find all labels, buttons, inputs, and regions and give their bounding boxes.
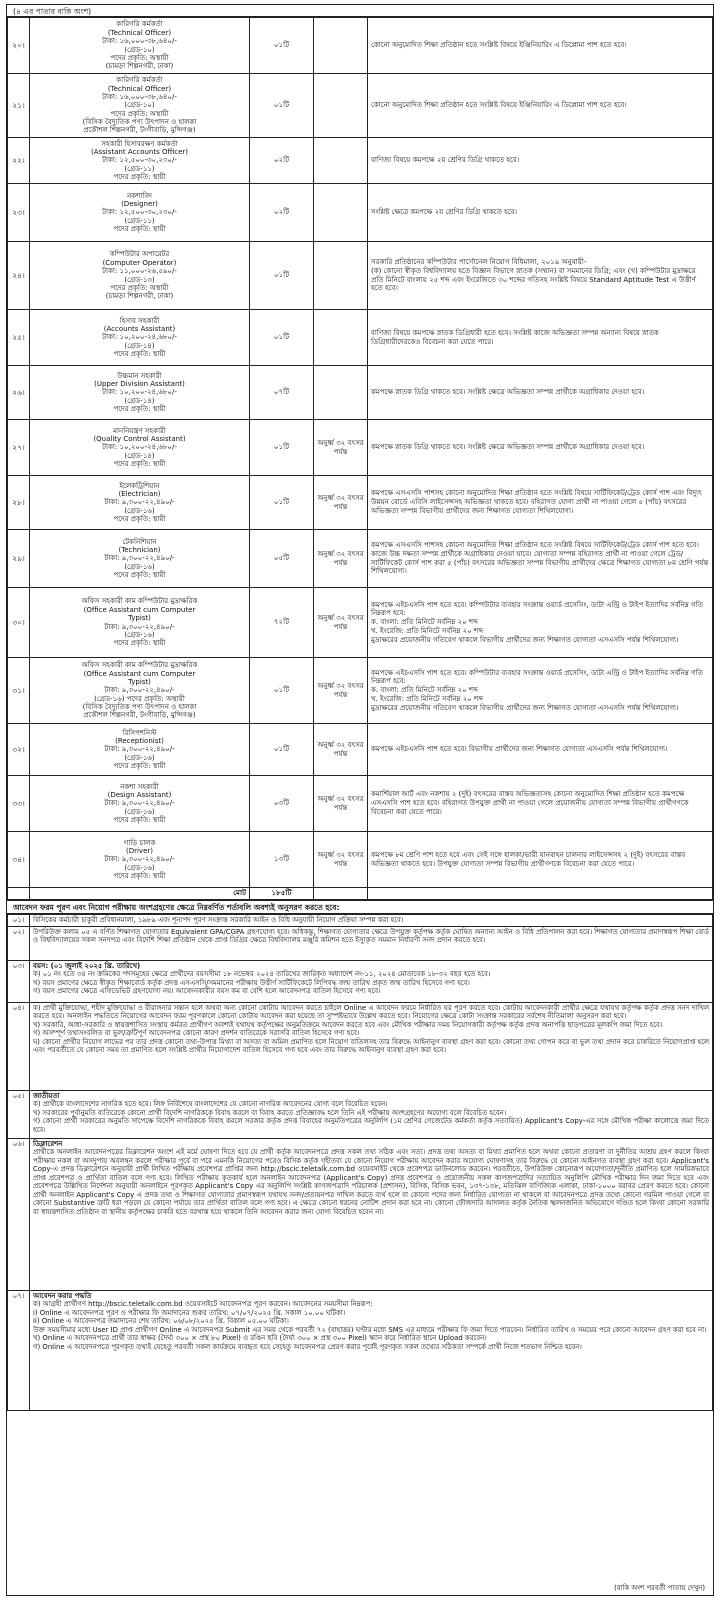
post-serial: ৩৪। (8, 832, 30, 888)
post-detail-line: (গ্রেড-১১) (124, 164, 155, 173)
age-limit (314, 184, 368, 242)
post-serial: ৩০। (8, 588, 30, 658)
post-detail-line: (Quality Control Assistant) (93, 434, 186, 443)
qualification-line: কমার্শিয়াল আর্ট এবং নকশায় ২ (দুই) বৎসরের বাস্তব অভিজ্ঞতাসহ কোনো অনুমোদিত শিক্ষা প্রতিষ্ঠান হতে কমপক্ষে এসএসসি পাশ হতে হবে। বহিরাগত উপযুক্ত প্রার্থী না পাওয়া গেলে প্রয়োজনীয় যোগ্যতা সম্পন্ন বিভাগীয় প্রার্থীগণকে বিবেচনা করা যেতে পারে। (371, 790, 689, 816)
qualification-line: কমপক্ষে এইচএসসি পাশ হতে হবে। কম্পিউটার ব্যবহার সংক্রান্ত ওয়ার্ড প্রসেসিং, ডাটা এন্ট্রি ও টাইপ ইত্যাদির সর্বনিম্ন গতি নিম্নরূপ হবে: (371, 668, 703, 686)
post-detail-line: টাকা: ১২,৫০০-৩০,২৩০/- (102, 156, 177, 165)
rule-number: ০৬। (8, 1139, 30, 1291)
rule-line: ii) Online এ আবেদনপত্র জমাদানের শেষ তারিখ: ০৬/০৮/২০২৫ খ্রি. বিকাল ০৫.০০ ঘটিকা। (33, 1317, 289, 1326)
post-detail-line: (বিসিক বৈদ্যুতিক পণ্য উৎপাদন ও হালকা (82, 703, 197, 712)
post-detail-line: অফিস সহকারী কাম কম্পিউটার মুদ্রাক্ষরিক (81, 661, 198, 670)
post-detail-line: (Design Assistant) (107, 790, 172, 799)
post-details (30, 138, 250, 184)
post-detail-line: টেকনিশিয়ান (122, 537, 157, 546)
conditions-section (7, 900, 713, 1411)
rule-text (30, 1003, 713, 1091)
post-detail-line: (বিসিক বৈদ্যুতিক পণ্য উৎপাদন ও হালকা (82, 118, 197, 127)
post-count: ১৩টি (250, 832, 314, 888)
post-detail-line: পদের প্রকৃতি: স্থায়ী (113, 816, 166, 825)
post-detail-line: (গ্রেড-১৬) (124, 863, 155, 872)
post-detail-line: পদের প্রকৃতি: স্থায়ী (113, 350, 166, 359)
post-detail-line: কারিগরি কর্মকর্তা (116, 20, 163, 29)
post-detail-line: পদের প্রকৃতি: স্থায়ী (113, 571, 166, 580)
post-detail-line: টাকা: ১৬,০০০-৩৮,৬৪০/- (102, 92, 177, 101)
qualification (368, 530, 713, 588)
post-detail-line: টাকা: ১০,২০০-২৪,৬৮০/- (102, 388, 177, 397)
post-detail-line: টাকা: ৯,৩০০-২২,৪৯০/- (104, 554, 175, 563)
post-detail-line: (Receptionist) (115, 736, 164, 745)
post-count: ০১টি (250, 724, 314, 776)
age-limit (314, 242, 368, 310)
post-count: ০১টি (250, 658, 314, 724)
post-detail-line: (Office Assistant cum Computer (83, 669, 196, 678)
post-details (30, 242, 250, 310)
post-count: ০১টি (250, 74, 314, 138)
qualification-line: মুদ্রাক্ষরের প্রয়োজনীয় গতিবেগ থাকলে বিভাগীয় প্রার্থীদের জন্য শিক্ষাগত যোগ্যতা এসএসসি পর্যন্ত শিথিলযোগ্য। (371, 635, 679, 644)
qualification-line: কমপক্ষে এইচএসসি পাশ হতে হবে। বিভাগীয় প্রার্থীদের জন্য শিক্ষাগত যোগ্যতা এসএসসি পর্যন্ত শিথিলযোগ্য। (371, 745, 668, 754)
post-detail-line: (Technician) (118, 545, 161, 554)
rule-number: ০১। (8, 915, 30, 927)
qualification-line: সরকারি প্রতিষ্ঠানের কম্পিউটার পার্সোনেল নিয়োগ বিধিমালা, ২০১৯ অনুযায়ী- (371, 258, 587, 266)
post-row (8, 776, 713, 832)
post-detail-line: কারিগরি কর্মকর্তা (116, 76, 163, 85)
rule-line: গ) Online এ আবেদনপত্রে পূরণকৃত তথ্যই যেহেতু পরবর্তী সকল কার্যক্রমে ব্যবহৃত হবে সেহেতু আবেদনপত্র প্রেরণ করার পূর্বেই পূরণকৃত সকল তথ্যের সঠিকতা সম্পর্কে প্রার্থী নিজে শতভাগ নিশ্চিত হবেন। (33, 1342, 582, 1351)
post-serial: ৩৩। (8, 776, 30, 832)
post-details (30, 832, 250, 888)
age-limit (314, 310, 368, 366)
qualification (368, 658, 713, 724)
rule-line: ক) প্রার্থী মুক্তিযোদ্ধা, শহীদ মুক্তিযোদ্ধা ও বীরাঙ্গনার সন্তান হলে অথবা অন্য কোনো কোটায় আবেদন করতে চাইলে Online এ আবেদন ফরমে নির্ধারিত ঘর পূরণ করতে হবে। কোটায় আবেদনকারী প্রার্থীর ক্ষেত্রে যথাযথ কর্তৃপক্ষ কর্তৃক প্রদত্ত সনদ দাখিল করতে হবে। অনলাইন পদ্ধতিতে নিয়োগের আবেদন ফরম পূরণকালে কোনো কোটায় আবেদন করা হয়েছে তা সুস্পষ্টভাবে উল্লেখ করতে হবে। নিয়োগের ক্ষেত্রে কোটা সংক্রান্ত সরকারের সর্বশেষ নীতিমালা অনুসরণ করা হবে। (33, 1004, 709, 1021)
qualification (368, 18, 713, 74)
qualification (368, 832, 713, 888)
post-details (30, 588, 250, 658)
post-detail-line: পদের প্রকৃতি: স্থায়ী (113, 173, 166, 182)
post-detail-line: (গ্রেড-১০) (124, 101, 155, 110)
post-detail-line: (চামড়া শিল্পনগরী, ঢাকা) (105, 292, 174, 301)
rule-number: ০৩। (8, 961, 30, 1003)
post-detail-line: পদের প্রকৃতি: স্থায়ী (113, 639, 166, 648)
age-limit: অনুর্ধ্ব ৩২ বৎসর পর্যন্ত (314, 724, 368, 776)
rule-text (30, 1139, 713, 1291)
post-serial: ২৬। (8, 366, 30, 420)
qualification-line: ক. বাংলা: প্রতি মিনিটে সর্বনিম্ন ২০ শব্দ (371, 686, 478, 695)
post-detail-line: (Accounts Assistant) (103, 324, 176, 333)
post-details (30, 420, 250, 476)
post-count: ০৭টি (250, 366, 314, 420)
rule-text (30, 1091, 713, 1139)
post-row (8, 588, 713, 658)
post-row (8, 310, 713, 366)
continuation-note: (৪ এর পাতার বাকি অংশ) (7, 5, 713, 17)
rule-line: উপরিউক্ত কলাম ০৫ এ বর্ণিত শিক্ষাগত যোগ্যতার Equivalent GPA/CGPA গ্রহণযোগ্য হবে। অধিকন্তু, শিক্ষাগত যোগ্যতার ক্ষেত্রে উপযুক্ত কর্তৃপক্ষ কর্তৃক ঘোষিত অন্যান্য আইন ও বিধি প্রতিপালন করা হবে। শিক্ষাগত যোগ্যতার প্রমাণস্বরূপ শিক্ষা বোর্ড ও বিশ্ববিদ্যালয়ের সকল সনদপত্র এবং বিদেশি শিক্ষা প্রতিষ্ঠান থেকে প্রাপ্ত ডিগ্রির ক্ষেত্রে বিশ্ববিদ্যালয় মঞ্জুরি কমিশন হতে ইস্যুকৃত সমমান নির্ধারণী সনদ প্রদান করতে হবে। (33, 928, 709, 945)
post-serial: ২১। (8, 74, 30, 138)
rule-row (8, 915, 713, 927)
post-serial: ২৮। (8, 476, 30, 530)
rule-row (8, 927, 713, 961)
rule-heading: জাতীয়তা (33, 1092, 60, 1100)
rule-line: প্রার্থীকে অনলাইন আবেদনপত্রের ডিক্লারেশন অংশে এই মর্মে ঘোষণা দিতে হবে যে প্রার্থী কর্তৃক আবেদনপত্রে প্রদত্ত সকল তথ্য সঠিক এবং সত্য। প্রদত্ত তথ্য অসত্য বা মিথ্যা প্রমাণিত হলে অথবা কোনো প্রতারণা বা দুর্নীতির আশ্রয় গ্রহণ করলে কিংবা পরীক্ষায় নকল বা অসদুপায় অবলম্বন করলে পরীক্ষার পূর্বে বা পরে এমনকি নিয়োগের পরেও বিসিক কর্তৃক গৃহীতব্য যে কোনো নিয়োগ পরীক্ষায় আবেদন করার অযোগ্য ঘোষণাসহ তার বিরুদ্ধে যে কোনো আইনগত ব্যবস্থা গ্রহণ করা হবে। Applicant's Copy-এ প্রদত্ত ডিক্লারেশনে অনুযায়ী প্রার্থী লিখিত পরীক্ষায় প্রবেশপত্র প্রাপ্তির জন্য http://bscic.teletalk.com.bd ওয়েবসাইট থেকে প্রবেশপত্র ডাউনলোড করবেন। পরবর্তীতে, উপরিউক্ত কোনোরূপ অযোগ্যতা/দুর্নীতি প্রমাণিত হলে সাময়িকভাবে প্রাপ্ত প্রবেশপত্র ও প্রার্থিতা বাতিল বলে গণ্য হবে। লিখিত পরীক্ষায় কৃতকার্য হলে অনলাইন আবেদনপত্র (Applicant's Copy) প্রদত্ত প্রবেশপত্র ও প্রয়োজনীয় সকল কাগজপত্রাদির সত্যায়িত অনুলিপি মৌখিক পরীক্ষার দিন জমা দিতে হবে এবং প্রবেশপত্রে উল্লিখিত নির্দেশনা অনুযায়ী অনলাইনে পূরণকৃত Applicant's Copy এর অনুলিপি সংশ্লিষ্ট কাগজপত্রাদি পরিচালক (প্রশাসন), বিসিক, বিসিক ভবন, ১৩৭-১৩৮, মতিঝিল বাণিজ্যিক এলাকা, ঢাকা-১০০০ বরাবর প্রেরণ করতে হবে। কোনো প্রার্থী অনলাইন Applicant's Copy এ প্রদত্ত তথ্য ও শিক্ষাগত যোগ্যতার প্রমাণস্বরূপ যথাযথ সনদ/প্রত্যয়নপত্র দাখিল করতে ব্যর্থ হলে বা কোনো পদের জন্য নির্ধারিত যোগ্যতা না থাকলে বা আবেদনপত্রে প্রদত্ত তথ্যে কোনো গরমিল পাওয়া গেলে বা কোনো Substantive ত্রুটি ধরা পড়লে যে কোনো পর্যায়ে তার প্রার্থিতা বাতিল বলে গণ্য হবে। এ ক্ষেত্রে কোনো ধরনের নোটিশ প্রদান করা হবে না। কোনো ফৌজদারি আদালত কর্তৃক নৈতিক স্খলনজনিত অভিযোগে দণ্ডিত হলে কিংবা কোনো সরকারি বা স্বায়ত্তশাসিত প্রতিষ্ঠান বা স্থানীয় কর্তৃপক্ষের চাকরি হতে বরখাস্ত হয়ে থাকলে তিনি আবেদন করার জন্য যোগ্য বিবেচিত হবেন না। (33, 1148, 709, 1216)
post-detail-line: পদের প্রকৃতি: অস্থায়ী (110, 283, 169, 292)
qualification-line: বাণিজ্য বিষয়ে কমপক্ষে স্নাতক ডিগ্রিধারী হতে হবে। সংশ্লিষ্ট কাজে অভিজ্ঞতা সম্পন্ন অন্যান্য বিষয়ে স্নাতক ডিগ্রিধারীদেরকেও বিবেচনা করা যেতে পারে। (371, 328, 659, 346)
rule-text (30, 915, 713, 927)
qualification-line: কোনো অনুমোদিত শিক্ষা প্রতিষ্ঠান হতে সংশ্লিষ্ট বিষয়ে ইঞ্জিনিয়ারিং এ ডিপ্লোমা পাশ হতে হবে। (371, 41, 627, 50)
post-detail-line: (Driver) (125, 846, 153, 855)
post-serial: ২২। (8, 138, 30, 184)
qualification-line: ক. বাংলা: প্রতি মিনিটে সর্বনিম্ন ২০ শব্দ (371, 618, 478, 627)
post-detail-line: নকশাবিদ (127, 191, 152, 200)
post-details (30, 366, 250, 420)
rule-heading: আবেদন করার পদ্ধতি (33, 1292, 92, 1300)
post-count: ০১টি (250, 18, 314, 74)
post-serial: ৩১। (8, 658, 30, 724)
post-row (8, 18, 713, 74)
post-count: ৭২টি (250, 588, 314, 658)
post-detail-line: টাকা: ৯,৩০০-২২,৪৯০/- (104, 686, 175, 695)
post-count: ০২টি (250, 138, 314, 184)
post-details (30, 74, 250, 138)
rule-row (8, 1091, 713, 1139)
post-row (8, 832, 713, 888)
post-detail-line: (গ্রেড-১৪) (124, 396, 155, 405)
rule-text (30, 961, 713, 1003)
post-detail-line: পদের প্রকৃতি: স্থায়ী (113, 405, 166, 414)
rule-line: i) Online এ আবেদনপত্র পূরণ ও পরীক্ষার ফি জমাদানের শুরুর তারিখ: ০৭/০৭/২০২৫ খ্রি. সকাল ১০.০০ ঘটিকা। (33, 1308, 346, 1317)
qualification (368, 420, 713, 476)
post-detail-line: (গ্রেড-১৬) (124, 807, 155, 816)
conditions-title: আবেদন ফরম পূরণ এবং নিয়োগ পরীক্ষায় অংশগ্রহণের ক্ষেত্রে নিম্নবর্ণিত শর্তাবলি অবশ্যই অনুসরণ করতে হবে: (7, 901, 713, 914)
total-count: ১৮৫টি (250, 888, 314, 900)
rule-line: ঘ) কোনো প্রার্থীর নিয়োগ লাভের পর তার প্রদত্ত কোনো তথ্য-উপাত্ত মিথ্যা বা অসত্য বা অমিল প্রমাণিত হলে নিয়োগ বাতিলসহ তার বিরুদ্ধে আইনানুগ ব্যবস্থা গ্রহণ করা হবে। কোনো তথ্য গোপন করে বা ভুল তথ্য প্রদান করে চাকরিতে নিয়োগপ্রাপ্ত হলে এবং পরবর্তীতে যে কোনো সময় তা প্রমাণিত হলে সংশ্লিষ্ট প্রার্থীর নিয়োগাদেশ বাতিল হিসেবে গণ্য হবে এবং তার বিরুদ্ধে আইনানুগ ব্যবস্থা গ্রহণ করা হবে। (33, 1037, 709, 1055)
post-row (8, 724, 713, 776)
post-detail-line: (চামড়া শিল্পনগরী, ঢাকা) (105, 62, 174, 71)
rule-number: ০৪। (8, 1003, 30, 1091)
qualification-line: কমপক্ষে ৮ম শ্রেণি পাশ হতে হবে এবং সেই সঙ্গে হালকা/ভারী যানবাহন চালনার লাইসেন্সসহ ২ (দুই) বৎসরের বাস্তব অভিজ্ঞতা থাকতে হবে। উপযুক্ত যোগ্যতা সম্পন্ন বিভাগীয় প্রার্থীগণকে বিবেচনা করা যেতে পারে। (371, 850, 686, 868)
post-row (8, 658, 713, 724)
post-detail-line: অফিস সহকারী কাম কম্পিউটার মুদ্রাক্ষরিক (81, 597, 198, 606)
post-detail-line: (Electrician) (118, 489, 161, 498)
post-details (30, 184, 250, 242)
rule-row (8, 1139, 713, 1291)
qualification-line: কোনো অনুমোদিত শিক্ষা প্রতিষ্ঠান হতে সংশ্লিষ্ট বিষয়ে ইঞ্জিনিয়ারিং এ ডিপ্লোমা পাশ হতে হবে। (371, 101, 627, 110)
post-detail-line: হিসাব সহকারী (119, 316, 160, 325)
post-detail-line: (গ্রেড-১৪) (124, 341, 155, 350)
post-details (30, 476, 250, 530)
rule-row (8, 961, 713, 1003)
post-detail-line: নকশা সহকারী (120, 782, 159, 791)
rule-line: গ) বয়স প্রমাণের ক্ষেত্রে এফিডেভিট গ্রহণযোগ্য নয়। আবেদনকারীর বয়স কম বা বেশি হলে আবেদনপত্র বাতিল হিসেবে গণ্য হবে। (33, 987, 381, 996)
post-detail-line: টাকা: ১৬,০০০-৩৮,৬৪০/- (102, 37, 177, 46)
post-detail-line: (গ্রেড-১৬) (124, 506, 155, 515)
post-detail-line: টাকা: ৯,৩০০-২২,৪৯০/- (104, 799, 175, 808)
qualification-line: কমপক্ষে স্নাতক ডিগ্রি থাকতে হবে। সংশ্লিষ্ট ক্ষেত্রে অভিজ্ঞতা সম্পন্ন প্রার্থীকে অগ্রাধিকার দেওয়া হবে। (371, 443, 645, 452)
post-detail-line: পদের প্রকৃতি: অস্থায়ী (110, 53, 169, 62)
post-count: ০৫টি (250, 530, 314, 588)
qualification-line: কমপক্ষে এসএসসি পাশসহ কোনো অনুমোদিত শিক্ষা প্রতিষ্ঠান হতে সংশ্লিষ্ট বিষয়ে সার্টিফিকেট/ট্রেড কোর্স পাশ এবং বিদ্যুৎ উন্নয়ন বোর্ডে এবিসি লাইসেন্সসহ অভিজ্ঞতা থাকতে হবে। বহিরাগত যোগ্য প্রার্থী না পাওয়া গেলে ৫ (পাঁচ) বৎসরের অভিজ্ঞতা সম্পন্ন বিভাগীয় প্রার্থীদের জন্য শিক্ষাগত যোগ্যতা শিথিলযোগ্য। (371, 489, 702, 515)
post-detail-line: (Office Assistant cum Computer (83, 605, 196, 614)
age-limit: অনুর্ধ্ব ৩২ বৎসর পর্যন্ত (314, 420, 368, 476)
age-limit (314, 74, 368, 138)
age-limit: অনুর্ধ্ব ৩২ বৎসর পর্যন্ত (314, 476, 368, 530)
post-details (30, 530, 250, 588)
post-count: ০৩টি (250, 776, 314, 832)
post-detail-line: (Assistant Accounts Officer) (90, 147, 189, 156)
rule-row (8, 1291, 713, 1411)
post-serial: ২৪। (8, 242, 30, 310)
rule-number: ০৫। (8, 1091, 30, 1139)
qualification-line: মুদ্রাক্ষরের প্রয়োজনীয় গতিবেগ থাকলে বিভাগীয় প্রার্থীদের জন্য শিক্ষাগত যোগ্যতা এসএসসি পর্যন্ত শিথিলযোগ্য। (371, 703, 679, 712)
post-detail-line: পদের প্রকৃতি: অস্থায়ী (110, 109, 169, 118)
qualification (368, 588, 713, 658)
post-detail-line: (Designer) (121, 199, 158, 208)
post-detail-line: (গ্রেড-১৬) পদের প্রকৃতি: অস্থায়ী (94, 694, 185, 703)
age-limit (314, 138, 368, 184)
post-count: ০২টি (250, 184, 314, 242)
rule-line: খ) Online এ আবেদনপত্রে প্রার্থী তার স্বাক্ষর (দৈর্ঘ্য ৩০০ × প্রস্থ ৮০ Pixel) ও রঙিন ছবি (দৈর্ঘ্য ৩০০ × প্রস্থ ৩০০ Pixel) স্ক্যান করে নির্ধারিত স্থানে Upload করবেন। (33, 1334, 487, 1343)
age-limit: অনুর্ধ্ব ৩২ বৎসর পর্যন্ত (314, 832, 368, 888)
post-details (30, 18, 250, 74)
post-row (8, 366, 713, 420)
next-page-note: (বাকি অংশ পরবর্তী পাতায় দেখুন) (614, 1583, 705, 1592)
post-row (8, 242, 713, 310)
post-count: ০১টি (250, 242, 314, 310)
post-serial: ২৯। (8, 530, 30, 588)
age-limit (314, 366, 368, 420)
posts-table (7, 17, 713, 900)
advertisement-page (6, 4, 714, 1596)
qualification-line: সংশ্লিষ্ট ক্ষেত্রে কমপক্ষে ২য় শ্রেণির ডিগ্রি থাকতে হবে। (371, 208, 517, 217)
rule-line: বিসিকের কর্মচারী চাকুরী প্রবিধানমালা, ১৯৮৯ এবং শূন্যপদ পূরণ সংক্রান্ত সরকারি আইন ও বিধি অনুযায়ী নিয়োগ প্রক্রিয়া সম্পন্ন করা হবে। (33, 916, 404, 924)
qualification-line: বাণিজ্য বিষয়ে কমপক্ষে ২য় শ্রেণির ডিগ্রি থাকতে হবে। (371, 156, 520, 165)
post-detail-line: উচ্চমান সহকারী (117, 371, 162, 380)
post-detail-line: ইলেকট্রিশিয়ান (119, 481, 160, 490)
total-label: মোট (30, 888, 250, 900)
post-row (8, 184, 713, 242)
post-detail-line: টাকা: ৯,৩০০-২২,৪৯০/- (104, 498, 175, 507)
total-row (8, 888, 713, 900)
rule-line: গ) অসম্পূর্ণ তথ্যসংবলিত বা ভুল/ত্রুটিপূর্ণ আবেদনপত্র কোনো কারণ প্রদর্শন ব্যতিরেকে সরাসরি বাতিল হিসেবে গণ্য হবে। (33, 1029, 360, 1038)
age-limit: অনুর্ধ্ব ৩২ বৎসর পর্যন্ত (314, 530, 368, 588)
rule-line: উক্ত সময়সীমার মধ্যে User ID প্রাপ্ত প্রার্থীগণ Online এ আবেদনপত্র Submit এর সময় থেকে পরবর্তী ৭২ (বাহাত্তর) ঘণ্টার মধ্যে SMS এর মাধ্যমে পরীক্ষার ফি জমা দিতে পারবেন। নির্ধারিত তারিখ ও সময়ের পরে কোনো আবেদন গ্রহণ করা হবে না। (33, 1325, 707, 1334)
age-limit: অনুর্ধ্ব ৩২ বৎসর পর্যন্ত (314, 658, 368, 724)
qualification (368, 138, 713, 184)
post-details (30, 310, 250, 366)
rule-row (8, 1003, 713, 1091)
post-detail-line: (Technical Officer) (107, 28, 172, 37)
post-row (8, 74, 713, 138)
post-detail-line: টাকা: ১১,০০০-২৬,৫৯০/- (102, 267, 177, 276)
age-limit: অনুর্ধ্ব ৩২ বৎসর পর্যন্ত (314, 588, 368, 658)
post-detail-line: টাকা: ১২,৫০০-৩০,২৩০/- (102, 208, 177, 217)
post-detail-line: রিসিপশনিস্ট (122, 728, 157, 737)
qualification (368, 74, 713, 138)
post-detail-line: (গ্রেড-১৬) (124, 630, 155, 639)
qualification-line: কমপক্ষে স্নাতক ডিগ্রি থাকতে হবে। সংশ্লিষ্ট ক্ষেত্রে অভিজ্ঞতা সম্পন্ন প্রার্থীকে অগ্রাধিকার দেওয়া হবে। (371, 388, 645, 397)
post-details (30, 724, 250, 776)
post-count: ০১টি (250, 420, 314, 476)
post-row (8, 138, 713, 184)
post-detail-line: প্রকৌশল শিল্পনগরী, টংগীবাড়ি, মুন্সিগঞ্জ) (83, 126, 196, 135)
post-count: ০১টি (250, 476, 314, 530)
post-detail-line: পদের প্রকৃতি: স্থায়ী (113, 872, 166, 881)
post-detail-line: (Upper Division Assistant) (94, 379, 185, 388)
post-detail-line: পদের প্রকৃতি: স্থায়ী (113, 225, 166, 234)
post-detail-line: টাকা: ৯,৩০০-২২,৪৯০/- (104, 622, 175, 631)
post-detail-line: মাননিয়ন্ত্রণ সহকারী (113, 426, 166, 435)
post-row (8, 530, 713, 588)
rule-line: খ) সরকারি, আধা-সরকারি ও স্বায়ত্তশাসিত সংস্থায় কর্মরত প্রার্থীগণ অবশ্যই যথাযথ কর্তৃপক্ষের অনুমতিক্রমে আবেদন করতে হবে এবং মৌখিক পরীক্ষার সময় নিয়োগকারী কর্তৃপক্ষ কর্তৃক প্রদত্ত অনাপত্তি ছাড়পত্রের মূলকপি জমা দিতে হবে। (33, 1020, 663, 1029)
post-serial: ২৭। (8, 420, 30, 476)
qualification-line: কমপক্ষে এসএসসি পাশসহ কোনো অনুমোদিত শিক্ষা প্রতিষ্ঠান হতে সংশ্লিষ্ট বিষয়ে সার্টিফিকেট/ট্রেড কোর্স পাশ হতে হবে। কাজে উচ্চ দক্ষতা সম্পন্ন প্রার্থীকে অগ্রাধিকার দেওয়া যাবে। যোগ্যতা সম্পন্ন বহিরাগত প্রার্থী না পাওয়া গেলে ট্রেড/সার্টিফিকেট কোর্স পাশ করা ৫ (পাঁচ) বৎসরের অভিজ্ঞতা সম্পন্ন বিভাগীয় প্রার্থীদের ক্ষেত্রে শিক্ষাগত যোগ্যতা ৮ম শ্রেণি পর্যন্ত শিথিলযোগ্য। (371, 541, 709, 576)
post-detail-line: সহকারী হিসাবরক্ষণ কর্মকর্তা (101, 139, 178, 148)
post-detail-line: (Technical Officer) (107, 84, 172, 93)
post-detail-line: টাকা: ১০,২০০-২৪,৬৮০/- (102, 333, 177, 342)
post-detail-line: (Computer Operator) (102, 258, 177, 267)
rule-number: ০২। (8, 927, 30, 961)
rule-line: ক) আগ্রহী প্রার্থীগণ http://bscic.teletalk.com.bd ওয়েবসাইটে আবেদনপত্র পূরণ করবেন। আবেদনের সময়সীমা নিম্নরূপ: (33, 1300, 373, 1309)
post-serial: ২৫। (8, 310, 30, 366)
post-details (30, 776, 250, 832)
post-row (8, 476, 713, 530)
post-detail-line: পদের প্রকৃতি: স্থায়ী (113, 762, 166, 771)
age-limit: অনুর্ধ্ব ৩২ বৎসর পর্যন্ত (314, 776, 368, 832)
rule-line: ক) প্রার্থীকে বাংলাদেশের নাগরিক হতে হবে। লিঙ্গ নির্বিশেষে বাংলাদেশের যে কোনো নাগরিক আবেদনের যোগ্য বলে বিবেচিত হবেন। (33, 1100, 388, 1109)
post-detail-line: পদের প্রকৃতি: স্থায়ী (113, 460, 166, 469)
qualification (368, 242, 713, 310)
post-row (8, 420, 713, 476)
post-detail-line: পদের প্রকৃতি: স্থায়ী (113, 515, 166, 524)
post-detail-line: (গ্রেড-১৬) (124, 562, 155, 571)
rule-line: খ) সরকারের পূর্বানুমতি ব্যতিরেকে কোনো প্রার্থী বিদেশি নাগরিককে বিবাহ করলে বা বিবাহ করতে প্রতিজ্ঞাবদ্ধ হলে তিনি এই পরীক্ষায় অংশগ্রহণের অযোগ্য বলে বিবেচিত হবেন। (33, 1108, 507, 1117)
rule-heading: ডিক্লারেশন (33, 1140, 63, 1148)
post-serial: ২৩। (8, 184, 30, 242)
post-detail-line: (গ্রেড-১৪) (124, 451, 155, 460)
post-detail-line: (গ্রেড-১৬) (124, 753, 155, 762)
post-serial: ২০। (8, 18, 30, 74)
post-detail-line: গাড়ি চালক (123, 838, 156, 847)
qualification-line: খ. ইংরেজি: প্রতি মিনিটে সর্বনিম্ন ২০ শব্দ (371, 694, 484, 703)
rule-heading: বয়স: (০১ জুলাই ২০২৫ খ্রি. তারিখে) (33, 962, 141, 970)
rules-table (7, 914, 713, 1411)
rule-number: ০৭। (8, 1291, 30, 1411)
qualification (368, 476, 713, 530)
rule-text (30, 1291, 713, 1411)
qualification (368, 184, 713, 242)
post-detail-line: টাকা: ৯,৩০০-২২,৪৯০/- (104, 745, 175, 754)
qualification-line: (ক) কোনো স্বীকৃত বিশ্ববিদ্যালয় হতে বিজ্ঞান বিভাগে স্নাতক (সম্মান) বা সমমানের ডিগ্রি; এবং (খ) কম্পিউটার মুদ্রাক্ষরে প্রতি মিনিটে বাংলায় ২৫ শব্দ এবং ইংরেজিতে ৩০ শব্দের গতিসহ সংশ্লিষ্ট বিষয়ে Standard Aptitude Test এ উত্তীর্ণ হতে হবে। (371, 266, 696, 293)
age-limit (314, 18, 368, 74)
post-detail-line: (গ্রেড-১০) (124, 45, 155, 54)
qualification (368, 310, 713, 366)
rule-line: খ) বয়স প্রমাণের ক্ষেত্রে স্বীকৃত শিক্ষাবোর্ড কর্তৃক প্রদত্ত এসএসসি/সমমানের পরীক্ষায় উত্তীর্ণ সার্টিফিকেটে লিপিবদ্ধ জন্ম তারিখ প্রকৃত জন্ম তারিখ হিসেবে গণ্য হবে। (33, 978, 470, 987)
qualification-line: খ. ইংরেজি: প্রতি মিনিটে সর্বনিম্ন ২০ শব্দ (371, 626, 484, 635)
post-detail-line: টাকা: ১০,২০০-২৪,৬৮০/- (102, 443, 177, 452)
rule-line: গ) কোনো প্রার্থী সরকারের অনুমতি সাপেক্ষে বিদেশি নাগরিককে বিবাহ করলে সরকার কর্তৃক প্রদত্ত বিবাহের অনুমতিপত্রের অনুলিপি (১ম শ্রেণির গেজেটেড কর্মকর্তা কর্তৃক সত্যায়িত) Applicant's Copy-এর সঙ্গে মৌখিক পরীক্ষা কালোত্তে জমা দিতে হবে। (33, 1117, 709, 1134)
post-detail-line: প্রকৌশল শিল্পনগরী, টংগীবাড়ি, মুন্সিগঞ্জ) (83, 711, 196, 720)
post-detail-line: কম্পিউটার অপারেটর (109, 250, 170, 259)
rule-text (30, 927, 713, 961)
post-details (30, 658, 250, 724)
post-detail-line: Typist) (128, 614, 151, 623)
post-serial: ৩২। (8, 724, 30, 776)
post-detail-line: (গ্রেড-১৩) (124, 275, 155, 284)
post-detail-line: Typist) (128, 677, 151, 686)
qualification (368, 776, 713, 832)
qualification (368, 366, 713, 420)
post-detail-line: (গ্রেড-১১) (124, 216, 155, 225)
qualification (368, 724, 713, 776)
post-count: ০১টি (250, 310, 314, 366)
post-detail-line: টাকা: ৯,৩০০-২২,৪৯০/- (104, 855, 175, 864)
qualification-line: কমপক্ষে এইচএসসি পাশ হতে হবে। কম্পিউটার ব্যবহার সংক্রান্ত ওয়ার্ড প্রসেসিং, ডাটা এন্ট্রি ও টাইপ ইত্যাদির সর্বনিম্ন গতি নিম্নরূপ হবে: (371, 600, 703, 618)
rule-line: ক) ০১ নং হতে ৩৪ নং ক্রমিকের পদসমূহের ক্ষেত্রে প্রার্থীদের বয়সসীমা ১৮ নভেম্বর ২০২৪ তারিখের জারিকৃত অধ্যাদেশ নং-১১, ২০২৪ মোতাবেক ১৮-৩২ বছর হতে হবে। (33, 970, 491, 979)
